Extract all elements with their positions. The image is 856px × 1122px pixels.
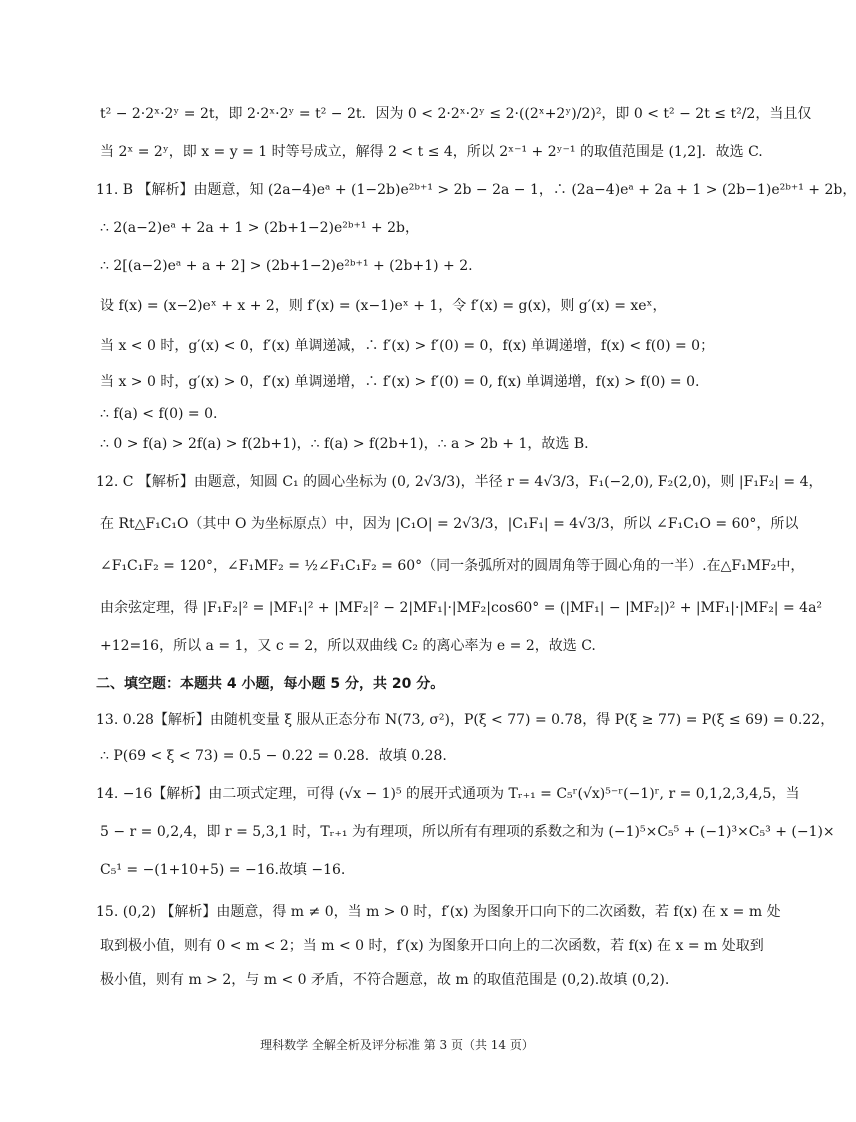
- text-line: ∠F₁C₁F₂ = 120°，∠F₁MF₂ = ½∠F₁C₁F₂ = 60°（同一条弧所对的圆周角等于圆心角的一半）.在△F₁MF₂中，: [100, 558, 805, 574]
- text-line: ∴ f(a) < f(0) = 0.: [100, 406, 218, 422]
- text-line: 在 Rt△F₁C₁O（其中 O 为坐标原点）中，因为 |C₁O| = 2√3/3，|C₁F₁| = 4√3/3，所以 ∠F₁C₁O = 60°，所以: [100, 516, 799, 532]
- text-line: 当 2ˣ = 2ʸ，即 x = y = 1 时等号成立，解得 2 < t ≤ 4，所以 2ˣ⁻¹ + 2ʸ⁻¹ 的取值范围是 (1,2]．故选 C.: [100, 144, 763, 160]
- text-line: 当 x > 0 时，g′(x) > 0，f′(x) 单调递增，∴ f′(x) > f′(0) = 0, f(x) 单调递增，f(x) > f(0) = 0.: [100, 374, 700, 390]
- text-line: ∴ 0 > f(a) > 2f(a) > f(2b+1)，∴ f(a) > f(2b+1)，∴ a > 2b + 1，故选 B.: [100, 436, 589, 452]
- answer-14-line: 14. −16【解析】由二项式定理，可得 (√x − 1)⁵ 的展开式通项为 Tᵣ₊₁ = C₅ʳ(√x)⁵⁻ʳ(−1)ʳ, r = 0,1,2,3,4,5，当: [96, 786, 800, 802]
- text-line: 5 − r = 0,2,4，即 r = 5,3,1 时，Tᵣ₊₁ 为有理项，所以所有有理项的系数之和为 (−1)⁵×C₅⁵ + (−1)³×C₅³ + (−1)×: [100, 824, 835, 840]
- answer-12-line: 12. C 【解析】由题意，知圆 C₁ 的圆心坐标为 (0, 2√3/3)，半径 r = 4√3/3，F₁(−2,0), F₂(2,0)，则 |F₁F₂| = 4，: [96, 474, 823, 490]
- text-line: ∴ 2[(a−2)eᵃ + a + 2] > (2b+1−2)e²ᵇ⁺¹ + (2b+1) + 2.: [100, 258, 473, 274]
- text-line: ∴ P(69 < ξ < 73) = 0.5 − 0.22 = 0.28．故填 0.28.: [100, 748, 447, 764]
- text-line: +12=16，所以 a = 1，又 c = 2，所以双曲线 C₂ 的离心率为 e = 2，故选 C.: [100, 638, 596, 654]
- answer-11-line: 11. B 【解析】由题意，知 (2a−4)eᵃ + (1−2b)e²ᵇ⁺¹ > 2b − 2a − 1，∴ (2a−4)eᵃ + 2a + 1 > (2b−1)e²ᵇ⁺¹ + 2b，: [96, 182, 856, 198]
- text-line: 当 x < 0 时，g′(x) < 0，f′(x) 单调递减，∴ f′(x) > f′(0) = 0，f(x) 单调递增，f(x) < f(0) = 0；: [100, 338, 715, 354]
- page-footer: 理科数学 全解全析及评分标准 第 3 页（共 14 页）: [260, 1038, 534, 1052]
- text-line: 由余弦定理，得 |F₁F₂|² = |MF₁|² + |MF₂|² − 2|MF₁|·|MF₂|cos60° = (|MF₁| − |MF₂|)² + |MF₁|·|MF₂| = 4a²: [100, 600, 823, 616]
- text-line: 取到极小值，则有 0 < m < 2；当 m < 0 时，f′(x) 为图象开口向上的二次函数，若 f(x) 在 x = m 处取到: [100, 938, 764, 954]
- text-line: t² − 2·2ˣ·2ʸ = 2t，即 2·2ˣ·2ʸ = t² − 2t．因为 0 < 2·2ˣ·2ʸ ≤ 2·((2ˣ+2ʸ)/2)²，即 0 < t² − 2t ≤ t²/2，当且仅: [100, 106, 812, 122]
- text-line: ∴ 2(a−2)eᵃ + 2a + 1 > (2b+1−2)e²ᵇ⁺¹ + 2b，: [100, 220, 419, 236]
- section-heading: 二、填空题：本题共 4 小题，每小题 5 分，共 20 分。: [96, 676, 445, 692]
- answer-13-line: 13. 0.28【解析】由随机变量 ξ 服从正态分布 N(73, σ²)，P(ξ < 77) = 0.78，得 P(ξ ≥ 77) = P(ξ ≤ 69) = 0.22，: [96, 712, 835, 728]
- text-line: 极小值，则有 m > 2，与 m < 0 矛盾，不符合题意，故 m 的取值范围是 (0,2).故填 (0,2).: [100, 972, 670, 988]
- text-line: C₅¹ = −(1+10+5) = −16.故填 −16.: [100, 862, 346, 878]
- text-line: 设 f(x) = (x−2)eˣ + x + 2，则 f′(x) = (x−1)eˣ + 1，令 f′(x) = g(x)，则 g′(x) = xeˣ，: [100, 298, 667, 314]
- answer-15-line: 15. (0,2) 【解析】由题意，得 m ≠ 0，当 m > 0 时，f′(x) 为图象开口向下的二次函数，若 f(x) 在 x = m 处: [96, 904, 781, 920]
